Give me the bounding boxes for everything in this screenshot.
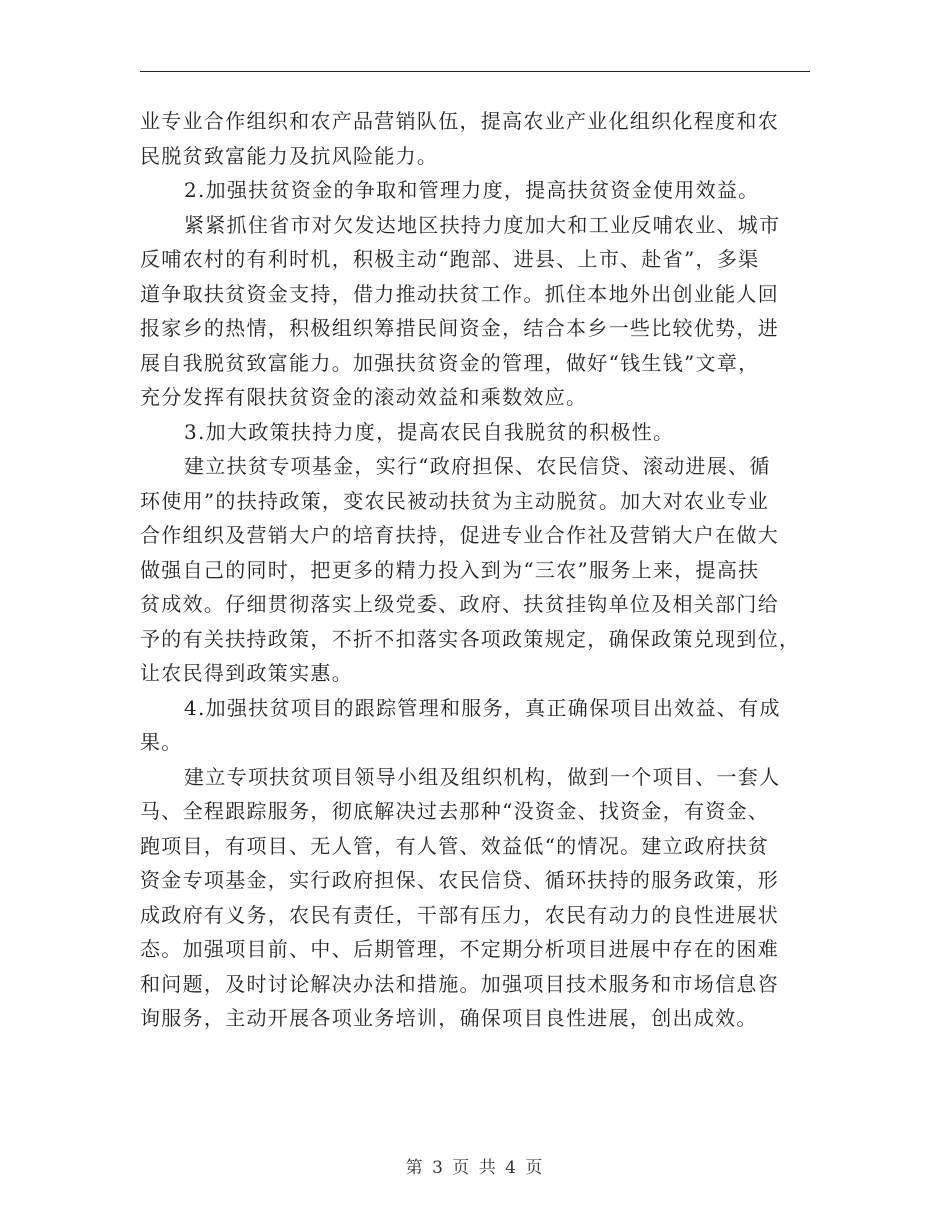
paragraph-line: 做强自己的同时，把更多的精力投入到为“三农”服务上来，提高扶 bbox=[140, 557, 760, 582]
paragraph-line: 资金专项基金，实行政府担保、农民信贷、循环扶持的服务政策，形 bbox=[140, 868, 779, 892]
paragraph-line: 报家乡的热情，积极组织筹措民间资金，结合本乡一些比较优势，进 bbox=[140, 316, 779, 340]
paragraph-line: 成政府有义务，农民有责任，干部有压力，农民有动力的良性进展状 bbox=[140, 902, 779, 927]
paragraph-line: 跑项目，有项目、无人管，有人管、效益低“的情况。建立政府扶贫 bbox=[140, 833, 770, 858]
paragraph-first-line: 建立扶贫专项基金，实行“政府担保、农民信贷、滚动进展、循 bbox=[184, 454, 771, 478]
paragraph-line: 和问题，及时讨论解决办法和措施。加强项目技术服务和市场信息咨 bbox=[140, 971, 779, 996]
paragraph-line: 业专业合作组织和农产品营销队伍，提高农业产业化组织化程度和农 bbox=[140, 109, 779, 133]
page-number: 第 3 页 共 4 页 bbox=[405, 1158, 545, 1178]
paragraph-line: 询服务，主动开展各项业务培训，确保项目良性进展，创出成效。 bbox=[140, 1006, 758, 1030]
paragraph-line: 道争取扶贫资金支持，借力推动扶贫工作。抓住本地外出创业能人回 bbox=[140, 281, 779, 306]
paragraph-line: 态。加强项目前、中、后期管理，不定期分析项目进展中存在的困难 bbox=[140, 937, 779, 961]
paragraph-line: 予的有关扶持政策，不折不扣落实各项政策规定，确保政策兑现到位， bbox=[140, 626, 801, 651]
paragraph-first-line: 建立专项扶贫项目领导小组及组织机构，做到一个项目、一套人 bbox=[184, 764, 781, 789]
paragraph-line: 贫成效。仔细贯彻落实上级党委、政府、扶贫挂钩单位及相关部门给 bbox=[140, 592, 779, 616]
paragraph-line: 反哺农村的有利时机，积极主动“跑部、进县、上市、赴省”，多渠 bbox=[140, 247, 760, 271]
paragraph-first-line: 3.加大政策扶持力度，提高农民自我脱贫的积极性。 bbox=[184, 419, 675, 444]
paragraph-line: 合作组织及营销大户的培育扶持，促进专业合作社及营销大户在做大 bbox=[140, 523, 779, 547]
paragraph-first-line: 紧紧抓住省市对欠发达地区扶持力度加大和工业反哺农业、城市 bbox=[184, 212, 781, 237]
paragraph-line: 民脱贫致富能力及抗风险能力。 bbox=[140, 143, 439, 168]
paragraph-line: 充分发挥有限扶贫资金的滚动效益和乘数效应。 bbox=[140, 385, 588, 409]
paragraph-first-line: 2.加强扶贫资金的争取和管理力度，提高扶贫资金使用效益。 bbox=[184, 178, 760, 202]
paragraph-first-line: 4.加强扶贫项目的跟踪管理和服务，真正确保项目出效益、有成 bbox=[184, 695, 781, 720]
paragraph-line: 果。 bbox=[140, 730, 183, 754]
paragraph-line: 环使用”的扶持政策，变农民被动扶贫为主动脱贫。加大对农业专业 bbox=[140, 488, 770, 513]
document-body bbox=[140, 104, 816, 1036]
paragraph-line: 展自我脱贫致富能力。加强扶贫资金的管理，做好“钱生钱”文章， bbox=[140, 350, 760, 375]
paragraph-line: 让农民得到政策实惠。 bbox=[140, 661, 353, 685]
header-rule bbox=[140, 71, 810, 72]
paragraph-line: 马、全程跟踪服务，彻底解决过去那种“没资金、找资金，有资金、 bbox=[140, 799, 770, 823]
